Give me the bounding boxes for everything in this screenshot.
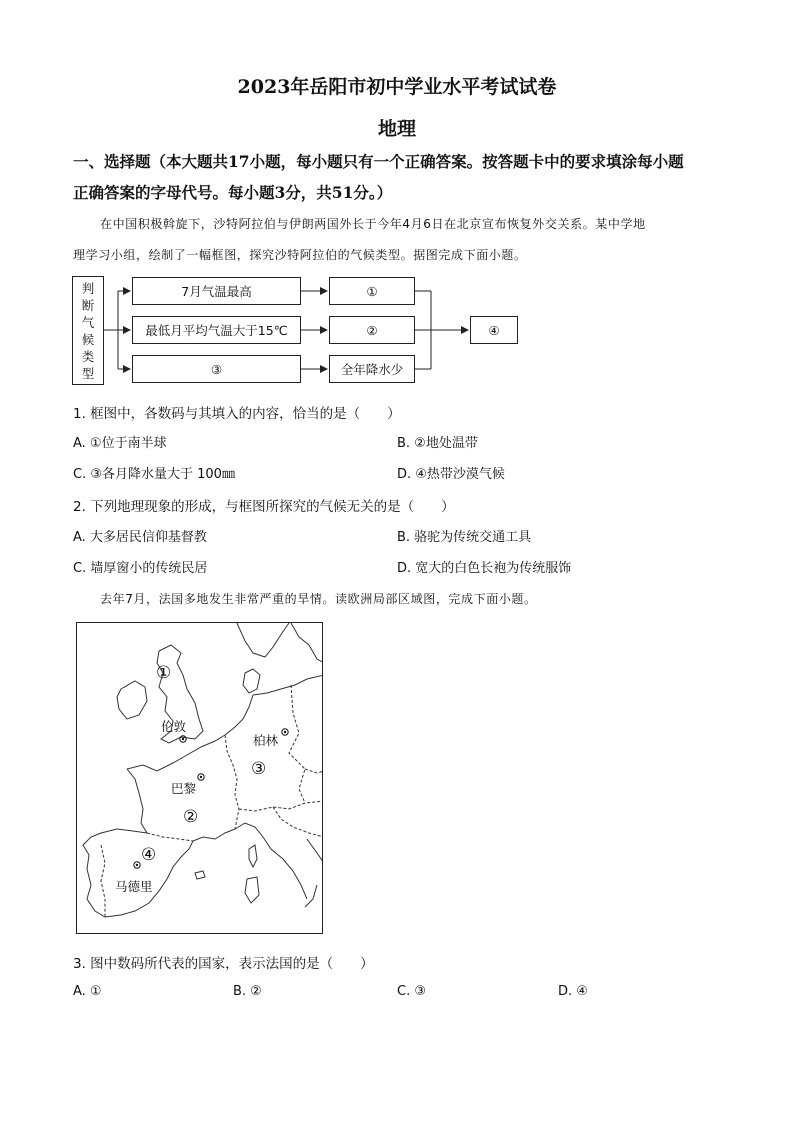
europe-map-outlines	[77, 623, 323, 934]
europe-map	[76, 622, 323, 934]
flow-box-row1: 7月气温最高	[132, 277, 301, 305]
map-number-4: ④	[141, 845, 157, 865]
q3-option-d[interactable]: D. ④	[558, 984, 588, 999]
q2-option-c[interactable]: C. 墙厚窗小的传统民居	[73, 561, 208, 576]
left-label-char: 型	[81, 365, 95, 381]
map-number-1: ①	[156, 663, 172, 683]
flowchart-arrows	[0, 0, 794, 400]
flow-box-result: ④	[470, 316, 518, 344]
q2-option-b[interactable]: B. 骆驼为传统交通工具	[397, 530, 532, 545]
left-label-char: 气	[81, 314, 95, 330]
map-label-paris: 巴黎	[171, 781, 197, 796]
map-number-2: ②	[183, 807, 199, 827]
flow-box-row2: 最低月平均气温大于15℃	[132, 316, 301, 344]
climate-flowchart	[0, 0, 794, 400]
left-label-char: 候	[81, 331, 95, 347]
flow-box-mid3: 全年降水少	[329, 355, 415, 383]
q3-stem: 3. 图中数码所代表的国家，表示法国的是（ ）	[73, 956, 374, 972]
map-label-london: 伦敦	[161, 719, 187, 734]
flow-box-row3: ③	[132, 355, 301, 383]
section-heading-line1: 一、选择题（本大题共17小题，每小题只有一个正确答案。按答题卡中的要求填涂每小题	[73, 152, 684, 171]
passage1-line2: 理学习小组，绘制了一幅框图，探究沙特阿拉伯的气候类型。据图完成下面小题。	[73, 248, 527, 262]
q1-option-d[interactable]: D. ④热带沙漠气候	[397, 467, 505, 482]
passage1-line1: 在中国积极斡旋下，沙特阿拉伯与伊朗两国外长于今年4月6日在北京宣布恢复外交关系。某中学地	[100, 217, 646, 231]
left-label-char: 类	[81, 348, 95, 364]
map-label-berlin: 柏林	[253, 733, 279, 748]
left-label-char: 判	[81, 280, 95, 296]
q1-option-b[interactable]: B. ②地处温带	[397, 436, 478, 451]
map-label-madrid: 马德里	[115, 879, 153, 894]
q2-option-a[interactable]: A. 大多居民信仰基督教	[73, 530, 207, 545]
subject-title: 地理	[377, 118, 416, 140]
q1-stem: 1. 框图中，各数码与其填入的内容，恰当的是（ ）	[73, 406, 401, 422]
q2-stem: 2. 下列地理现象的形成，与框图所探究的气候无关的是（ ）	[73, 499, 455, 515]
flow-box-mid2: ②	[329, 316, 415, 344]
left-label-char: 断	[81, 297, 95, 313]
passage2-line1: 去年7月，法国多地发生非常严重的旱情。读欧洲局部区域图，完成下面小题。	[100, 592, 537, 606]
q3-option-c[interactable]: C. ③	[397, 984, 426, 999]
q3-option-a[interactable]: A. ①	[73, 984, 102, 999]
map-number-3: ③	[251, 759, 267, 779]
exam-title: 2023年岳阳市初中学业水平考试试卷	[237, 76, 557, 98]
q3-option-b[interactable]: B. ②	[233, 984, 262, 999]
q2-option-d[interactable]: D. 宽大的白色长袍为传统服饰	[397, 561, 572, 576]
section-heading-line2: 正确答案的字母代号。每小题3分，共51分。）	[73, 183, 393, 202]
q1-option-c[interactable]: C. ③各月降水量大于 100㎜	[73, 467, 235, 482]
q1-option-a[interactable]: A. ①位于南半球	[73, 436, 167, 451]
flow-box-mid1: ①	[329, 277, 415, 305]
